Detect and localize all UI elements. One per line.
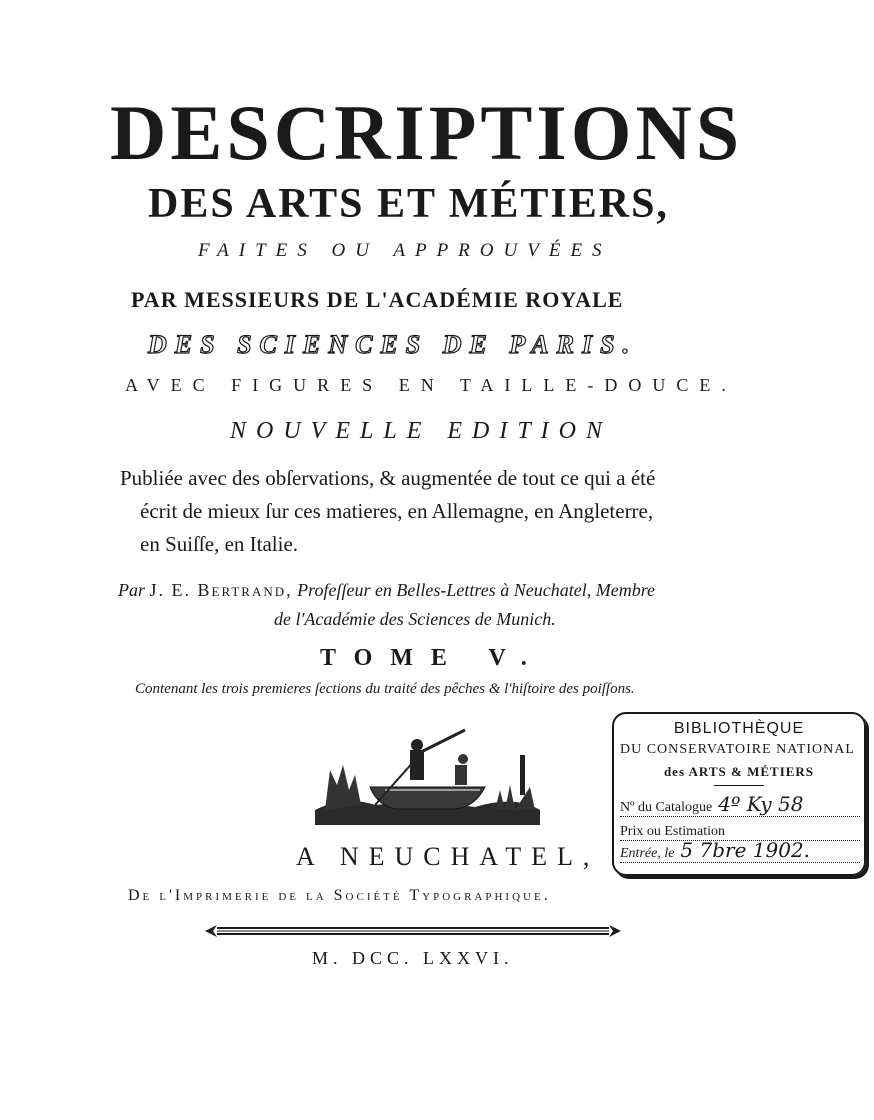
library-stamp [612,712,866,876]
author-name: J. E. Bertrand, [149,580,293,600]
prix-label: Prix ou Estimation [620,824,725,839]
author-line [118,580,655,601]
stamp-catalogue-field [620,792,860,817]
faites-line: FAITES OU APPROUVÉES [198,240,612,261]
boat-engraving-icon [315,725,540,825]
stamp-title: BIBLIOTHÈQUE [673,720,805,737]
figures-line: AVEC FIGURES EN TAILLE-DOUCE. [125,375,737,395]
printer-line: De l'Imprimerie de la Société Typographique. [128,887,551,904]
publication-note-line-2: écrit de mieux ſur ces matieres, en Allemagne, en Angleterre, [140,499,654,523]
catalogue-label: Nº du Catalogue [620,800,713,815]
entree-value: 5 7bre 1902. [680,838,811,862]
author-role-line-2: de l'Académie des Sciences de Munich. [274,609,556,629]
stamp-line-2: DU CONSERVATOIRE NATIONAL [620,742,855,757]
contents-note: Contenant les trois premieres ſections du traité des pêches & l'hiſtoire des poiſſons. [135,681,635,697]
academy-line: PAR MESSIEURS DE L'ACADÉMIE ROYALE [131,287,624,312]
stamp-entree-field [620,838,860,863]
publication-note-line-1: Publiée avec des obſervations, & augmentée de tout ce qui a été [120,466,656,490]
publication-note-line-3: en Suiſſe, en Italie. [140,532,299,556]
author-role: Profeſſeur en Belles-Lettres à Neuchatel, Membre [297,580,656,600]
sciences-line: DES SCIENCES DE PARIS. [148,330,638,359]
publication-year: M. DCC. LXXVI. [312,948,514,968]
catalogue-value: 4º Ky 58 [718,792,804,816]
book-subtitle: DES ARTS ET MÉTIERS, [148,181,669,227]
stamp-divider [714,785,764,786]
entree-label: Entrée, le [620,846,675,861]
ornamental-rule-icon [203,925,623,937]
author-par: Par [118,580,145,600]
place-line: A NEUCHATEL, [296,842,600,871]
volume-label: TOME V. [320,645,545,671]
book-title: DESCRIPTIONS [110,89,744,176]
edition-line: NOUVELLE EDITION [230,418,613,444]
stamp-line-3: des ARTS & MÉTIERS [663,764,815,779]
